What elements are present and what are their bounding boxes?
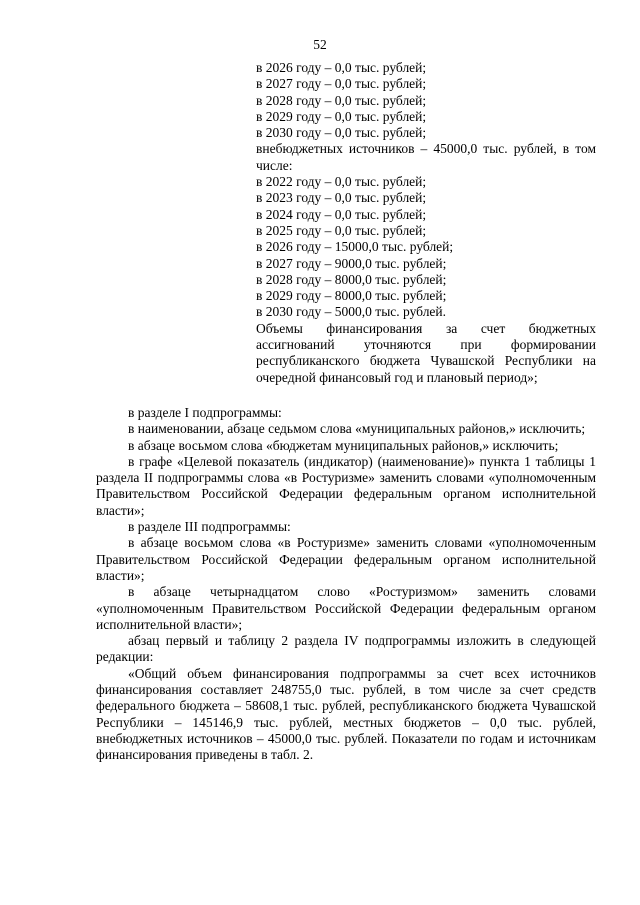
closing-paragraph: Объемы финансирования за счет бюджетных ассигнований уточняются при формировании республиканского бюджета Чувашской Республики на очередной финансовый год и плановый период»;	[256, 320, 596, 385]
paragraph: в абзаце четырнадцатом слово «Ростуризмом» заменить словами «уполномоченным Правительством Российской Федерации федеральным органом исполнительной власти»;	[96, 584, 596, 632]
year-line: в 2026 году – 15000,0 тыс. рублей;	[256, 239, 454, 255]
paragraph: в графе «Целевой показатель (индикатор) (наименование)» пункта 1 таблицы 1 раздела II подпрограммы слова «в Ростуризме» заменить словами «уполномоченным Правительством Российской Федерации федеральным органом исполнительной власти»;	[96, 453, 596, 518]
paragraph: в абзаце восьмом слова «в Ростуризме» заменить словами «уполномоченным Правительством Российской Федерации федеральным органом исполнительной власти»;	[96, 535, 596, 583]
year-line: в 2030 году – 5000,0 тыс. рублей.	[256, 304, 447, 320]
year-line: в 2029 году – 8000,0 тыс. рублей;	[256, 288, 447, 304]
paragraph: «Общий объем финансирования подпрограммы за счет всех источников финансирования составляет 248755,0 тыс. рублей, в том числе за счет средств федерального бюджета – 58608,1 тыс. рублей, республиканского бюджета Чувашской Республики – 145146,9 тыс. рублей, местных бюджетов – 0,0 тыс. рублей, внебюджетных источников – 45000,0 тыс. рублей. Показатели по годам и источникам финансирования приведены в табл. 2.	[96, 665, 596, 763]
extrabudget-intro: внебюджетных источников – 45000,0 тыс. рублей, в том числе:	[256, 141, 596, 173]
paragraph: в наименовании, абзаце седьмом слова «муниципальных районов,» исключить;	[128, 421, 586, 437]
year-line: в 2022 году – 0,0 тыс. рублей;	[256, 174, 427, 190]
year-line: в 2025 году – 0,0 тыс. рублей;	[256, 222, 427, 238]
year-line: в 2024 году – 0,0 тыс. рублей;	[256, 206, 427, 222]
year-line: в 2027 году – 0,0 тыс. рублей;	[256, 76, 427, 92]
year-line: в 2030 году – 0,0 тыс. рублей;	[256, 125, 427, 141]
year-line: в 2027 году – 9000,0 тыс. рублей;	[256, 255, 447, 271]
year-line: в 2028 году – 8000,0 тыс. рублей;	[256, 271, 447, 287]
funding-by-year-block	[256, 60, 596, 386]
year-line: в 2028 году – 0,0 тыс. рублей;	[256, 92, 427, 108]
main-text	[96, 405, 596, 764]
page-number: 52	[313, 37, 327, 52]
paragraph: в абзаце восьмом слова «бюджетам муниципальных районов,» исключить;	[128, 437, 559, 453]
year-line: в 2026 году – 0,0 тыс. рублей;	[256, 60, 427, 75]
year-line: в 2023 году – 0,0 тыс. рублей;	[256, 190, 427, 206]
year-line: в 2029 году – 0,0 тыс. рублей;	[256, 108, 427, 124]
paragraph: в разделе III подпрограммы:	[128, 519, 291, 535]
paragraph: абзац первый и таблицу 2 раздела IV подпрограммы изложить в следующей редакции:	[96, 633, 596, 665]
paragraph: в разделе I подпрограммы:	[128, 405, 282, 420]
